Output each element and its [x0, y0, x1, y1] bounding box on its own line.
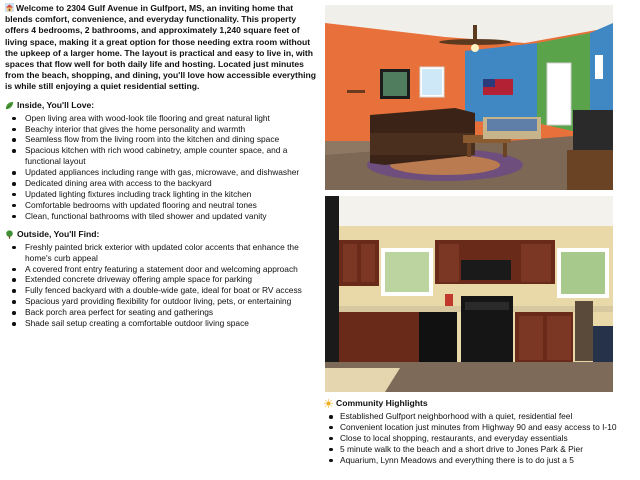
inside-features-list — [5, 113, 317, 222]
inside-heading — [5, 100, 317, 111]
community-highlights-list — [324, 411, 636, 466]
leaf-icon — [5, 101, 14, 110]
outside-list-item: Freshly painted brick exterior with updated color accents that enhance the home's curb appeal — [5, 242, 317, 264]
inside-list-item: Comfortable bedrooms with updated flooring and neutral tones — [5, 200, 317, 211]
inside-list-item: Updated lighting fixtures including track lighting in the kitchen — [5, 189, 317, 200]
outside-heading — [5, 229, 317, 240]
house-icon — [5, 3, 14, 12]
intro-text: Welcome to 2304 Gulf Avenue in Gulfport, MS, an inviting home that blends comfort, convenience, and everyday functionality. This property offers 4 bedrooms, 2 bathrooms, and approximately 1,240 square feet of living space, making it a great option for those needing extra room without the upkeep of a larger home. The layout is practical and easy to live in, with spaces that flow well for both daily life and hosting. Located just minutes from the beach, shopping, and dining, you'll love how accessible everything is while still enjoying a quiet residential setting. — [5, 3, 316, 92]
community-list-item: Convenient location just minutes from Highway 90 and easy access to I-10 — [324, 422, 636, 433]
outside-list-item: Back porch area perfect for seating and gatherings — [5, 307, 317, 318]
intro-paragraph — [5, 3, 317, 93]
inside-heading-text: Inside, You'll Love: — [17, 99, 95, 110]
outside-features-list — [5, 242, 317, 329]
outside-list-item: Fully fenced backyard with a double-wide gate, ideal for boat or RV access — [5, 285, 317, 296]
community-list-item: 5 minute walk to the beach and a short drive to Jones Park & Pier — [324, 444, 636, 455]
community-list-item: Established Gulfport neighborhood with a quiet, residential feel — [324, 411, 636, 422]
inside-list-item: Clean, functional bathrooms with tiled shower and updated vanity — [5, 211, 317, 222]
inside-list-item: Spacious kitchen with rich wood cabinetry, ample counter space, and a functional layout — [5, 145, 317, 167]
outside-list-item: A covered front entry featuring a statement door and welcoming approach — [5, 264, 317, 275]
right-column — [324, 398, 636, 466]
outside-heading-text: Outside, You'll Find: — [17, 228, 100, 239]
inside-list-item: Seamless flow from the living room into the kitchen and dining space — [5, 134, 317, 145]
community-list-item: Close to local shopping, restaurants, and everyday essentials — [324, 433, 636, 444]
left-column — [5, 3, 317, 329]
inside-list-item: Dedicated dining area with access to the backyard — [5, 178, 317, 189]
inside-list-item: Open living area with wood-look tile flooring and great natural light — [5, 113, 317, 124]
inside-list-item: Updated appliances including range with gas, microwave, and dishwasher — [5, 167, 317, 178]
tree-icon — [5, 230, 14, 239]
inside-list-item: Beachy interior that gives the home personality and warmth — [5, 124, 317, 135]
living-room-photo — [325, 5, 613, 190]
community-heading-text: Community Highlights — [336, 398, 428, 408]
community-heading — [324, 398, 636, 409]
outside-list-item: Spacious yard providing flexibility for outdoor living, pets, or entertaining — [5, 296, 317, 307]
kitchen-photo — [325, 196, 613, 392]
community-list-item: Aquarium, Lynn Meadows and everything there is to do just a 5 — [324, 455, 636, 466]
outside-list-item: Extended concrete driveway offering ample space for parking — [5, 274, 317, 285]
sun-icon — [324, 399, 333, 408]
outside-list-item: Shade sail setup creating a comfortable outdoor living space — [5, 318, 317, 329]
